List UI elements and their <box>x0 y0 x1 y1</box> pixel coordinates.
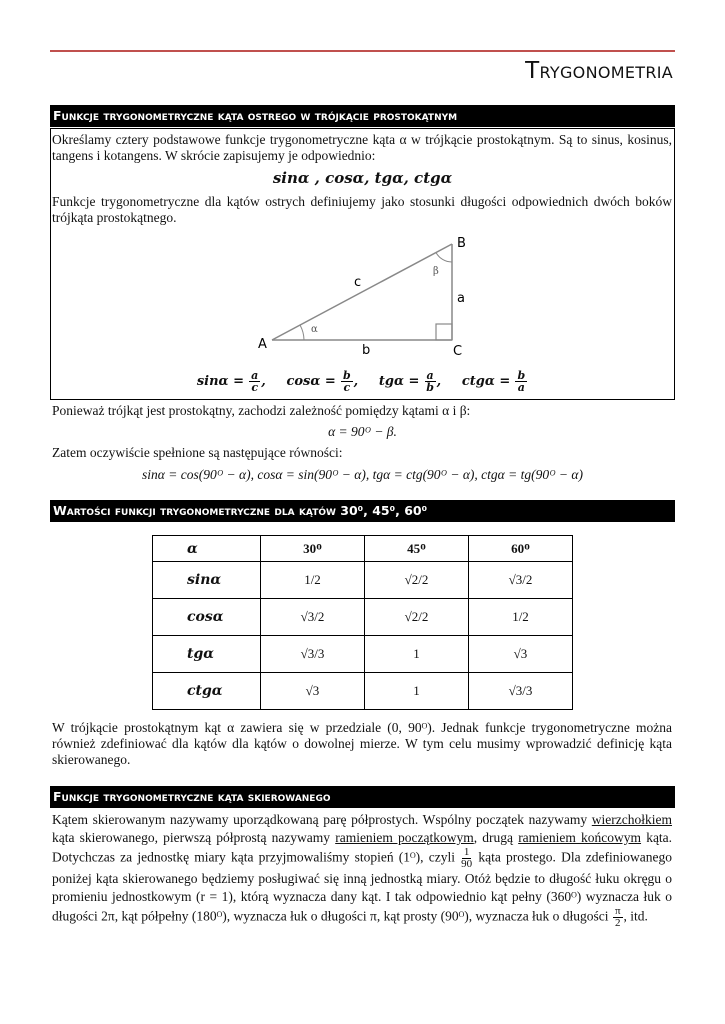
fraction-1-90: $\frac{1}{90}$ <box>461 846 473 870</box>
table-cell: 1/2 <box>469 599 573 636</box>
section-heading-acute: Funkcje trygonometryczne kąta ostrego w trójkącie prostokątnym <box>50 105 675 127</box>
directed-angle-paragraph: Kątem skierowanym nazywamy uporządkowaną parę półprostych. Wspólny początek nazywamy wierzchołkiem kąta skierowanego, pierwszą półprostą nazywamy ramieniem początkowym, drugą ramieniem końcowym kąta. Dotychczas za jednostkę miary kąta przyjmowaliśmy stopień (1ᴼ), czyli $\frac{1}{90}$ kąta prostego. Dla zdefiniowanego poniżej kąta skierowanego będziemy posługiwać się inną jednostką miary. Otóż będzie to długość łuku okręgu o promieniu jednostkowym (r = 1), którą wyznacza dany kąt. I tak odpowiednio kąt pełny (360ᴼ) wyznacza łuk o długości 2π, kąt półpełny (180ᴼ), wyznacza łuk o długości π, kąt prosty (90ᴼ), wyznacza łuk o długości $\frac{\pi}{2}$ , itd. <box>52 812 673 929</box>
section-heading-values: Wartości funkcji trygonometryczne dla kątów 30⁰, 45⁰, 60⁰ <box>50 500 675 522</box>
vertex-B: B <box>457 236 466 251</box>
table-cell: √2/2 <box>365 562 469 599</box>
label-a: a <box>457 291 465 306</box>
term-initial-arm: ramieniem początkowym <box>335 830 474 845</box>
tg-lhs: tgα = <box>378 374 420 389</box>
table-cell: √3/2 <box>261 599 365 636</box>
interval-paragraph: W trójkącie prostokątnym kąt α zawiera się w przedziale (0, 90ᴼ). Jednak funkcje trygonometryczne można również zdefiniować dla kątów dla kątów o dowolnej mierze. W tym celu musimy wprowadzić definicję kąta skierowanego. <box>52 720 672 767</box>
relation-paragraph: Ponieważ trójkąt jest prostokątny, zachodzi zależność pomiędzy kątami α i β: <box>52 403 471 418</box>
sin-fraction: $\frac{a}{c}$ <box>251 369 259 394</box>
table-row <box>153 636 573 673</box>
fraction-pi-2: $\frac{\pi}{2}$ <box>614 905 621 929</box>
section-heading-directed: Funkcje trygonometryczne kąta skierowanego <box>50 786 675 808</box>
sin-lhs: sinα = <box>196 374 244 389</box>
table-row <box>153 599 573 636</box>
header-rule <box>50 50 675 52</box>
values-table <box>152 535 573 710</box>
label-alpha: α <box>311 324 318 335</box>
label-c: c <box>354 275 362 290</box>
table-cell: √3/3 <box>261 636 365 673</box>
table-cell: √3 <box>469 636 573 673</box>
function-names: sinα , cosα, tgα, ctgα <box>272 169 453 187</box>
label-b: b <box>362 343 371 357</box>
term-terminal-arm: ramieniem końcowym <box>518 830 642 845</box>
alpha-arc <box>300 325 304 340</box>
row-label: tgα <box>153 636 261 673</box>
side-c <box>272 244 452 340</box>
beta-arc <box>436 253 452 263</box>
table-cell: 1/2 <box>261 562 365 599</box>
row-label: sinα <box>153 562 261 599</box>
table-cell: √2/2 <box>365 599 469 636</box>
ctg-fraction: $\frac{b}{a}$ <box>517 369 526 394</box>
vertex-A: A <box>258 337 267 352</box>
table-header: 60ᴼ <box>469 536 573 562</box>
table-cell: √3/3 <box>469 673 573 710</box>
row-label: cosα <box>153 599 261 636</box>
definitions-row: sinα = $\frac{a}{c}$ , cosα = $\frac{b}{c}$ , tgα = $\frac{a}{b}$ , ctgα = $\frac{b}{a}$ <box>196 369 526 394</box>
label-beta: β <box>433 266 439 277</box>
ctg-lhs: ctgα = <box>461 374 511 389</box>
table-row <box>153 562 573 599</box>
table-corner: α <box>153 536 261 562</box>
table-cell: 1 <box>365 673 469 710</box>
cos-fraction: $\frac{b}{c}$ <box>342 369 351 394</box>
row-label: ctgα <box>153 673 261 710</box>
identities-intro: Zatem oczywiście spełnione są następujące równości: <box>52 445 343 460</box>
table-row <box>153 673 573 710</box>
intro-paragraph: Określamy cztery podstawowe funkcje trygonometryczne kąta α w trójkącie prostokątnym. Są to sinus, kosinus, tangens i kotangens. W skrócie zapisujemy je odpowiednio: <box>52 132 672 163</box>
vertex-C: C <box>453 344 463 357</box>
table-cell: √3/2 <box>469 562 573 599</box>
cos-lhs: cosα = <box>286 374 336 389</box>
cofunction-identities: sinα = cos(90ᴼ − α), cosα = sin(90ᴼ − α), tgα = ctg(90ᴼ − α), ctgα = tg(90ᴼ − α) <box>142 467 583 482</box>
definition-paragraph: Funkcje trygonometryczne dla kątów ostrych definiujemy jako stosunki długości odpowiednich dwóch boków trójkąta prostokątnego. <box>52 194 672 225</box>
term-vertex: wierzchołkiem <box>591 812 673 827</box>
right-angle-mark <box>436 324 452 340</box>
page-title: Trygonometria <box>525 58 673 84</box>
table-header: 45ᴼ <box>365 536 469 562</box>
table-header: 30ᴼ <box>261 536 365 562</box>
tg-fraction: $\frac{a}{b}$ <box>426 369 434 394</box>
table-cell: √3 <box>261 673 365 710</box>
angle-relation: α = 90ᴼ − β. <box>328 424 397 439</box>
table-cell: 1 <box>365 636 469 673</box>
right-triangle-diagram <box>250 232 480 357</box>
